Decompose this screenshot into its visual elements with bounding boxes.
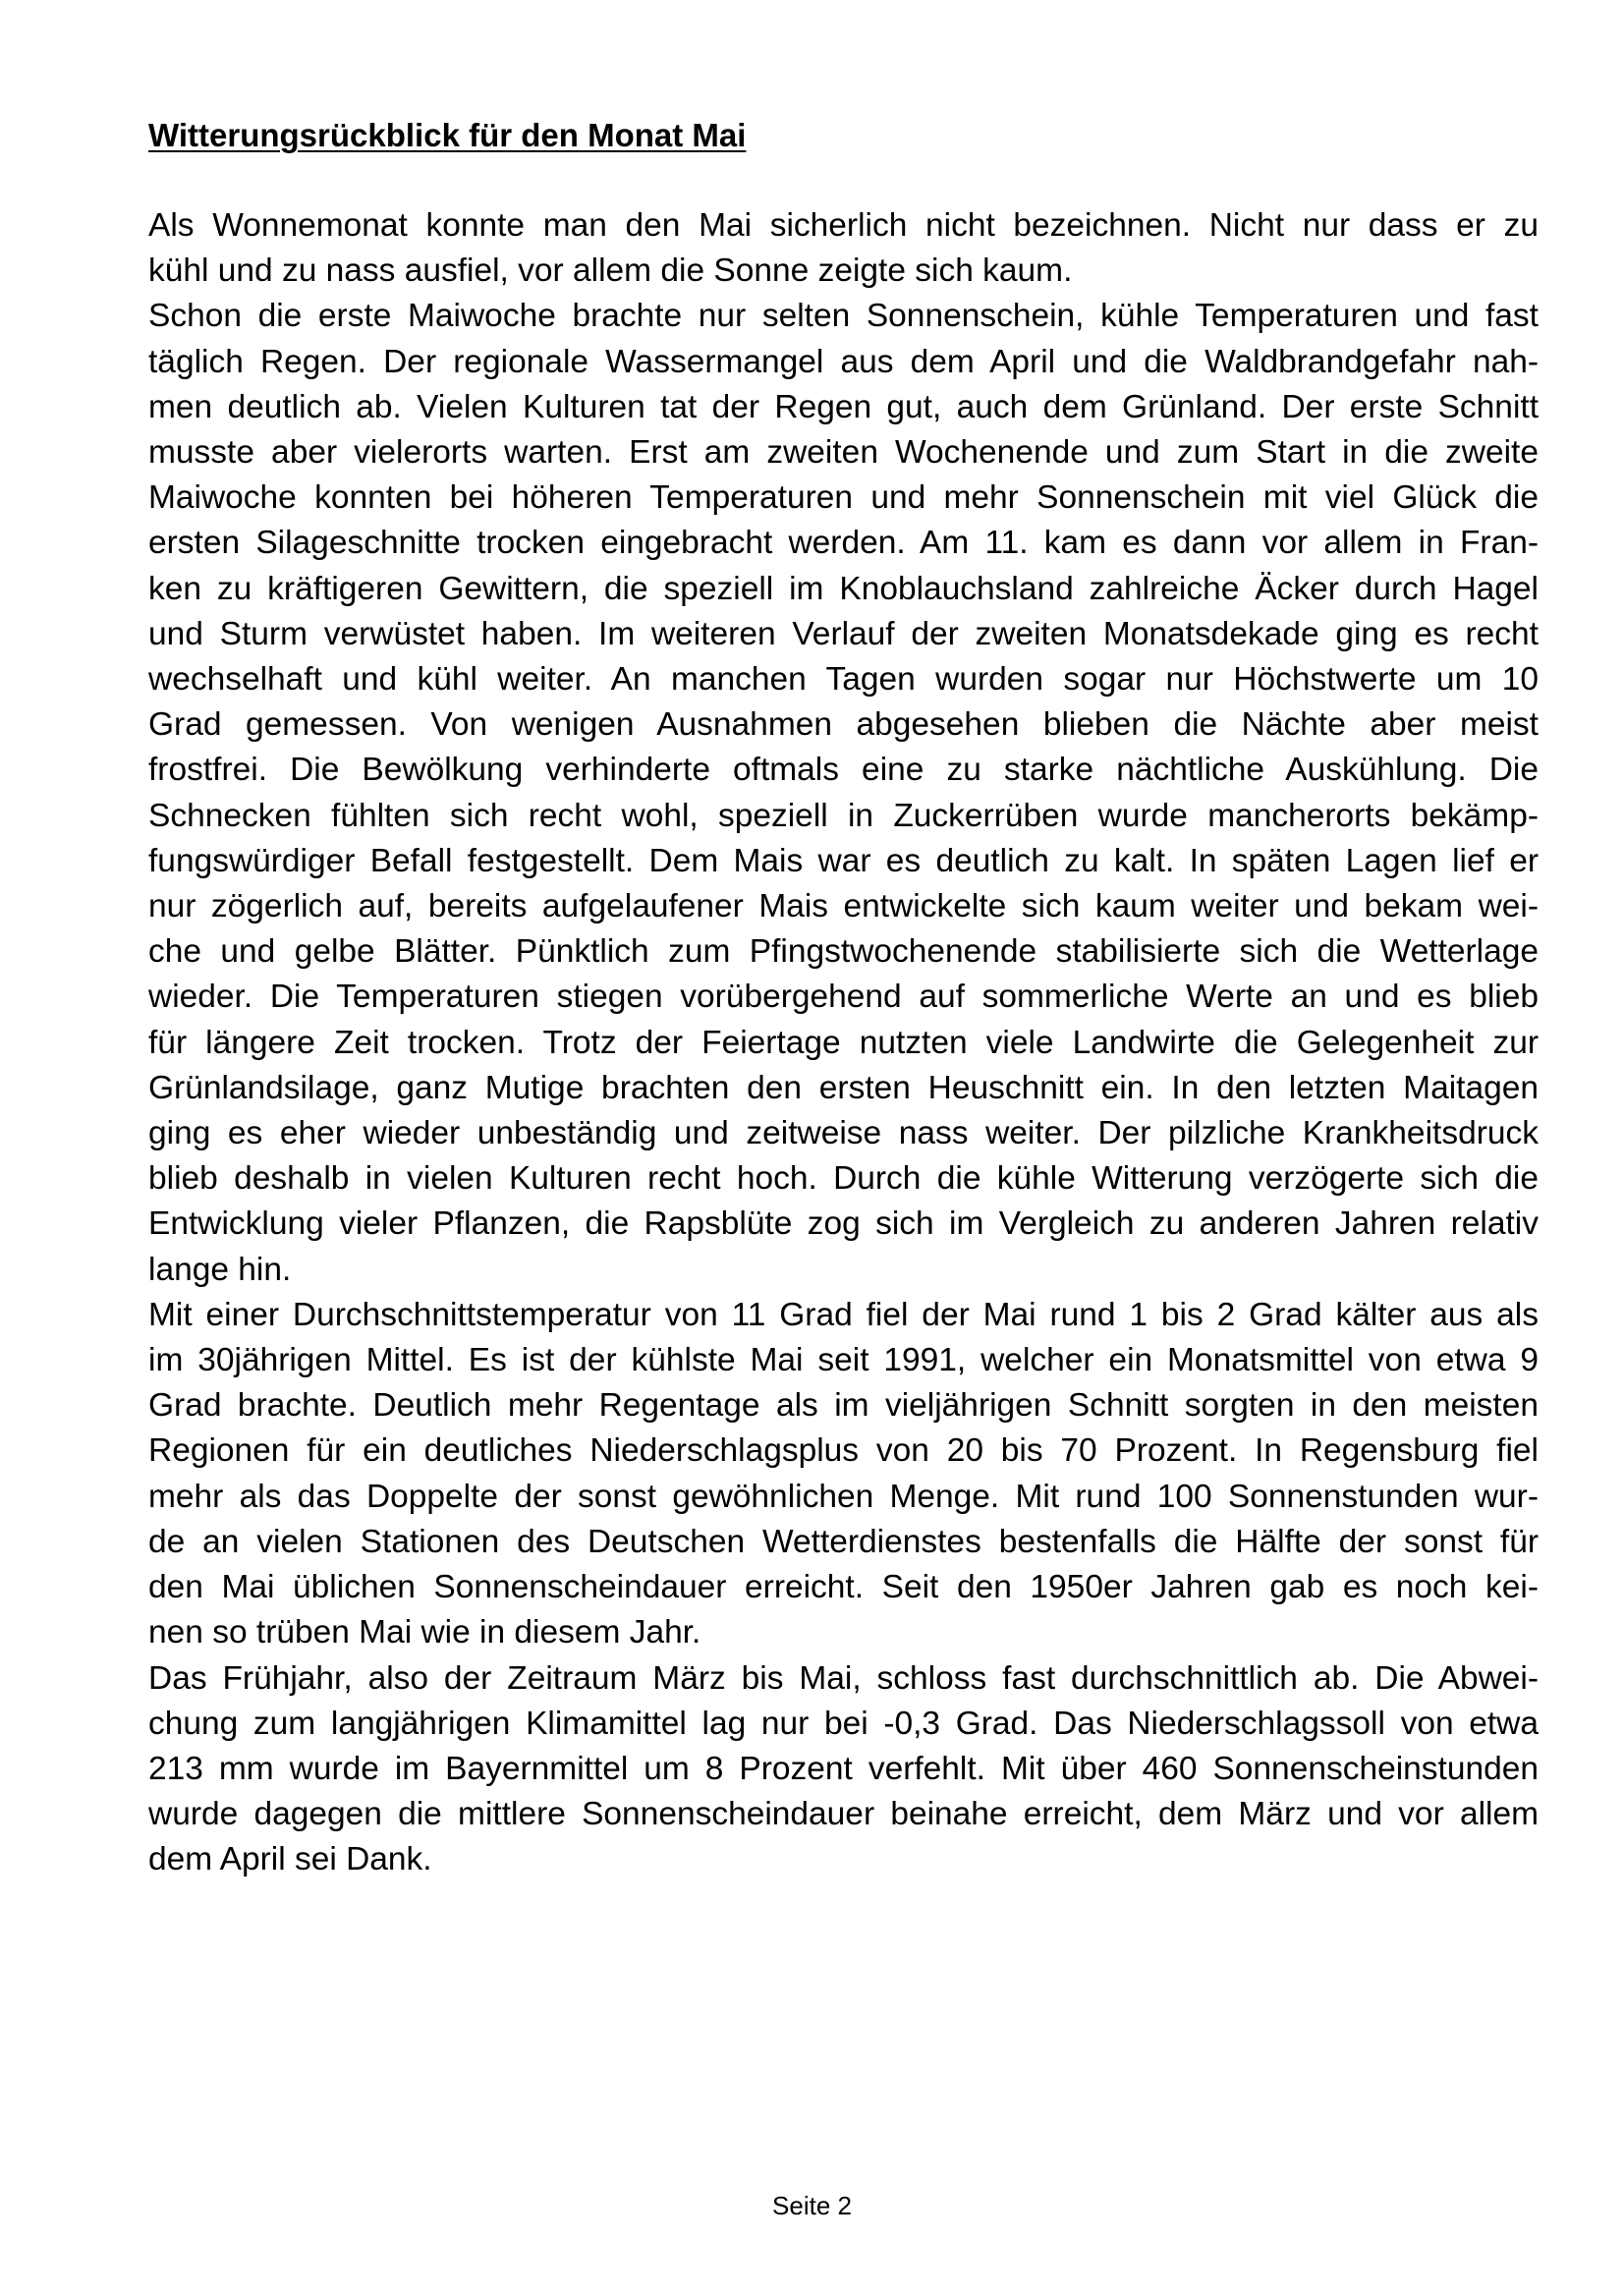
text-line: Maiwoche konnten bei höheren Temperaturen und mehr Sonnenschein mit viel Glück die — [148, 479, 1539, 517]
text-line: wurde dagegen die mittlere Sonnenscheindauer beinahe erreicht, dem März und vor allem — [148, 1796, 1539, 1833]
text-line: dem April sei Dank. — [148, 1841, 432, 1878]
text-line: Schon die erste Maiwoche brachte nur selten Sonnenschein, kühle Temperaturen und fast — [148, 298, 1539, 335]
text-line: de an vielen Stationen des Deutschen Wetterdienstes bestenfalls die Hälfte der sonst für — [148, 1523, 1539, 1560]
text-line: lange hin. — [148, 1251, 292, 1288]
text-line: den Mai üblichen Sonnenscheindauer erreicht. Seit den 1950er Jahren gab es noch kei- — [148, 1569, 1539, 1606]
text-line: Grad gemessen. Von wenigen Ausnahmen abgesehen blieben die Nächte aber meist — [148, 706, 1539, 744]
text-line: Regionen für ein deutliches Niederschlagsplus von 20 bis 70 Prozent. In Regensburg fiel — [148, 1432, 1539, 1470]
text-line: kühl und zu nass ausfiel, vor allem die Sonne zeigte sich kaum. — [148, 252, 1073, 290]
text-line: im 30jährigen Mittel. Es ist der kühlste Mai seit 1991, welcher ein Monatsmittel von etwa 9 — [148, 1342, 1539, 1379]
text-line: Das Frühjahr, also der Zeitraum März bis Mai, schloss fast durchschnittlich ab. Die Abwei- — [148, 1659, 1539, 1697]
text-line: mehr als das Doppelte der sonst gewöhnlichen Menge. Mit rund 100 Sonnenstunden wur- — [148, 1478, 1539, 1515]
text-line: und Sturm verwüstet haben. Im weiteren Verlauf der zweiten Monatsdekade ging es recht — [148, 615, 1539, 652]
text-line: nur zögerlich auf, bereits aufgelaufener Mais entwickelte sich kaum weiter und bekam wei- — [148, 888, 1539, 925]
text-line: täglich Regen. Der regionale Wassermangel aus dem April und die Waldbrandgefahr nah- — [148, 343, 1539, 380]
text-line: che und gelbe Blätter. Pünktlich zum Pfingstwochenende stabilisierte sich die Wetterlage — [148, 933, 1539, 971]
paragraph — [148, 203, 1539, 294]
text-line: Schnecken fühlten sich recht wohl, speziell in Zuckerrüben wurde mancherorts bekämp- — [148, 797, 1539, 834]
paragraph — [148, 294, 1539, 1292]
text-line: blieb deshalb in vielen Kulturen recht hoch. Durch die kühle Witterung verzögerte sich die — [148, 1160, 1539, 1198]
paragraph — [148, 1293, 1539, 1656]
paragraph — [148, 1656, 1539, 1883]
text-line: ken zu kräftigeren Gewittern, die speziell im Knoblauchsland zahlreiche Äcker durch Hagel — [148, 570, 1539, 607]
text-line: ging es eher wieder unbeständig und zeitweise nass weiter. Der pilzliche Krankheitsdruck — [148, 1115, 1539, 1152]
text-line: men deutlich ab. Vielen Kulturen tat der Regen gut, auch dem Grünland. Der erste Schnitt — [148, 388, 1539, 425]
text-line: ersten Silageschnitte trocken eingebracht werden. Am 11. kam es dann vor allem in Fran- — [148, 525, 1539, 562]
page-title: Witterungsrückblick für den Monat Mai — [148, 117, 747, 153]
text-line: chung zum langjährigen Klimamittel lag nur bei -0,3 Grad. Das Niederschlagssoll von etwa — [148, 1705, 1539, 1742]
text-line: frostfrei. Die Bewölkung verhinderte oftmals eine zu starke nächtliche Auskühlung. Die — [148, 752, 1539, 789]
text-line: Grad brachte. Deutlich mehr Regentage als im vieljährigen Schnitt sorgten in den meisten — [148, 1387, 1539, 1425]
text-line: Grünlandsilage, ganz Mutige brachten den ersten Heuschnitt ein. In den letzten Maitagen — [148, 1069, 1539, 1106]
text-line: Entwicklung vieler Pflanzen, die Rapsblüte zog sich im Vergleich zu anderen Jahren relativ — [148, 1205, 1539, 1243]
text-line: Als Wonnemonat konnte man den Mai sicherlich nicht bezeichnen. Nicht nur dass er zu — [148, 207, 1539, 244]
article-body — [148, 203, 1539, 1883]
text-line: nen so trüben Mai wie in diesem Jahr. — [148, 1614, 701, 1652]
page-number: Seite 2 — [772, 2191, 852, 2220]
text-line: musste aber vielerorts warten. Erst am zweiten Wochenende und zum Start in die zweite — [148, 434, 1539, 472]
text-line: wieder. Die Temperaturen stiegen vorübergehend auf sommerliche Werte an und es blieb — [148, 979, 1539, 1016]
text-line: für längere Zeit trocken. Trotz der Feiertage nutzten viele Landwirte die Gelegenheit zur — [148, 1024, 1539, 1061]
text-line: wechselhaft und kühl weiter. An manchen Tagen wurden sogar nur Höchstwerte um 10 — [148, 661, 1539, 699]
text-line: fungswürdiger Befall festgestellt. Dem Mais war es deutlich zu kalt. In späten Lagen lief er — [148, 842, 1539, 879]
text-line: 213 mm wurde im Bayernmittel um 8 Prozent verfehlt. Mit über 460 Sonnenscheinstunden — [148, 1750, 1539, 1787]
text-line: Mit einer Durchschnittstemperatur von 11 Grad fiel der Mai rund 1 bis 2 Grad kälter aus als — [148, 1296, 1539, 1333]
